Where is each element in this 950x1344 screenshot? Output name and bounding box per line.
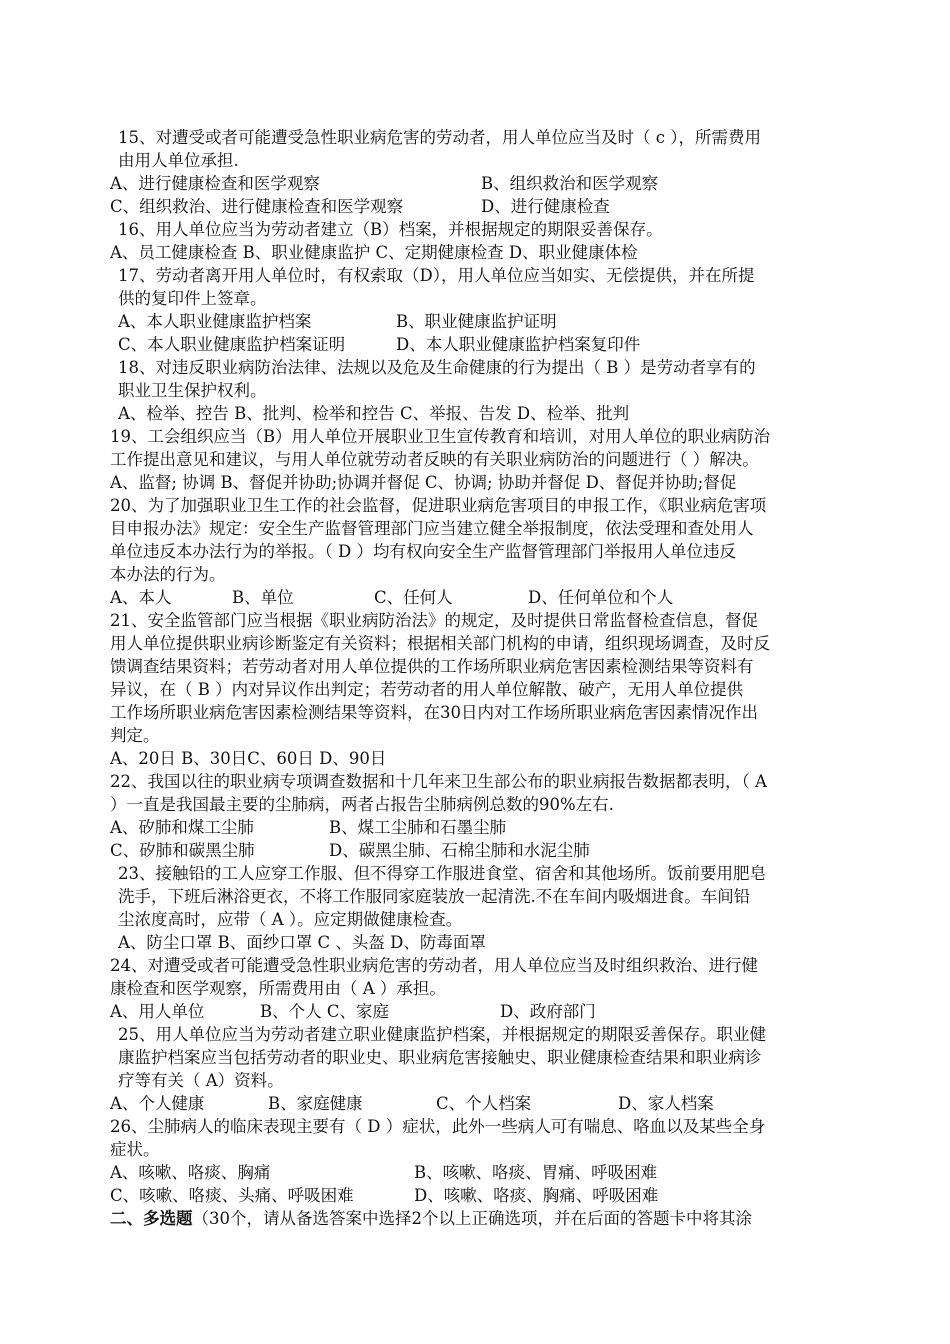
question-20-text: 20、为了加强职业卫生工作的社会监督，促进职业病危害项目的申报工作，《职业病危害项 — [110, 496, 767, 515]
question-19-text-cont: 工作提出意见和建议，与用人单位就劳动者反映的有关职业病防治的问题进行（ ）解决。 — [110, 450, 759, 469]
option-b: B、煤工尘肺和石墨尘肺 — [329, 818, 507, 837]
option-d: D、任何单位和个人 — [528, 588, 674, 607]
question-25-options — [110, 1092, 884, 1116]
question-22-text-cont: ）一直是我国最主要的尘肺病，两者占报告尘肺病例总数的90%左右. — [110, 795, 614, 814]
question-26-options — [110, 1161, 884, 1185]
question-19-text: 19、工会组织应当（B）用人单位开展职业卫生宣传教育和培训，对用人单位的职业病防治 — [110, 427, 771, 446]
question-18-text-cont: 职业卫生保护权利。 — [118, 381, 267, 400]
question-15-text: 15、对遭受或者可能遭受急性职业病危害的劳动者，用人单位应当及时（ c ），所需费用 — [118, 128, 761, 147]
option-d: D、碳黑尘肺、石棉尘肺和水泥尘肺 — [329, 841, 590, 860]
question-22-options — [110, 816, 884, 840]
question-26-text: 26、尘肺病人的临床表现主要有（ D ）症状，此外一些病人可有喘息、咯血以及某些全身 — [110, 1117, 766, 1136]
question-21-text-cont-2: 馈调查结果资料；若劳动者对用人单位提供的工作场所职业病危害因素检测结果等资料有 — [110, 657, 754, 676]
option-b: B、单位 — [232, 588, 294, 607]
question-16-options: A、员工健康检查 B、职业健康监护 C、定期健康检查 D、职业健康体检 — [110, 243, 638, 262]
question-21-text-cont: 用人单位提供职业病诊断鉴定有关资料；根据相关部门机构的申请，组织现场调查，及时反 — [110, 634, 770, 653]
option-d: D、家人档案 — [618, 1094, 714, 1113]
question-24-text-cont: 康检查和医学观察，所需费用由（ A ）承担。 — [110, 979, 446, 998]
question-26-options-2 — [110, 1184, 884, 1208]
option-d: D、进行健康检查 — [481, 197, 610, 216]
option-c: C、矽肺和碳黑尘肺 — [110, 841, 255, 860]
question-17-options-2 — [118, 333, 884, 357]
question-21-text-cont-4: 工作场所职业病危害因素检测结果等资料，在30日内对工作场所职业病危害因素情况作出 — [110, 703, 758, 722]
question-26-text-cont: 症状。 — [110, 1140, 160, 1159]
question-17-text-cont: 供的复印件上签章。 — [118, 289, 267, 308]
option-c: C、本人职业健康监护档案证明 — [118, 335, 346, 354]
section-title: 二、多选题 — [110, 1209, 193, 1228]
question-23-text-cont: 洗手，下班后淋浴更衣，不将工作服同家庭装放一起清洗.不在车间内吸烟进食。车间铅 — [118, 887, 751, 906]
question-20-options — [110, 586, 884, 610]
option-c: C、任何人 — [374, 588, 453, 607]
option-b: B、家庭健康 — [268, 1094, 363, 1113]
option-c: C、组织救治、进行健康检查和医学观察 — [110, 197, 404, 216]
question-20-text-cont: 目申报办法》规定：安全生产监督管理部门应当建立健全举报制度，依法受理和查处用人 — [110, 519, 754, 538]
option-a: A、个人健康 — [110, 1094, 205, 1113]
question-18-text: 18、对违反职业病防治法律、法规以及危及生命健康的行为提出（ B ）是劳动者享有的 — [118, 358, 756, 377]
question-25-text-cont-2: 疗等有关（ A）资料。 — [118, 1071, 284, 1090]
question-22-text: 22、我国以往的职业病专项调查数据和十几年来卫生部公布的职业病报告数据都表明，（ A — [110, 772, 767, 791]
question-23-text: 23、接触铅的工人应穿工作服、但不得穿工作服进食堂、宿舍和其他场所。饭前要用肥皂 — [118, 864, 766, 883]
option-a: A、本人职业健康监护档案 — [118, 312, 312, 331]
option-b: B、职业健康监护证明 — [396, 312, 557, 331]
question-21-text-cont-3: 异议，在（ B ）内对异议作出判定；若劳动者的用人单位解散、破产，无用人单位提供 — [110, 680, 744, 699]
question-17-text: 17、劳动者离开用人单位时，有权索取（D），用人单位应当如实、无偿提供，并在所提 — [118, 266, 755, 285]
question-15-options — [110, 172, 884, 196]
question-21-options: A、20日 B、30日C、60日 D、90日 — [110, 749, 387, 768]
question-21-text-cont-5: 判定。 — [110, 726, 160, 745]
question-15-text-cont: 由用人单位承担. — [118, 151, 239, 170]
question-24-options — [110, 1000, 884, 1024]
option-a: A、本人 — [110, 588, 172, 607]
question-23-text-cont-2: 尘浓度高时，应带（ A ）。应定期做健康检查。 — [118, 910, 463, 929]
question-23-options: A、防尘口罩 B、面纱口罩 C 、头盔 D、防毒面罩 — [118, 933, 486, 952]
question-16-text: 16、用人单位应当为劳动者建立（B）档案，并根据规定的期限妥善保存。 — [118, 220, 663, 239]
option-d: D、咳嗽、咯痰、胸痛、呼吸困难 — [414, 1186, 659, 1205]
option-c: C、咳嗽、咯痰、头痛、呼吸困难 — [110, 1186, 354, 1205]
option-b-c: B、个人 C、家庭 — [260, 1002, 389, 1021]
question-20-text-cont-3: 本办法的行为。 — [110, 565, 226, 584]
option-a: A、用人单位 — [110, 1002, 205, 1021]
question-25-text-cont: 康监护档案应当包括劳动者的职业史、职业病危害接触史、职业健康检查结果和职业病诊 — [118, 1048, 762, 1067]
option-b: B、咳嗽、咯痰、胃痛、呼吸困难 — [414, 1163, 658, 1182]
question-18-options: A、检举、控告 B、批判、检举和控告 C、举报、告发 D、检举、批判 — [118, 404, 630, 423]
option-d: D、本人职业健康监护档案复印件 — [396, 335, 641, 354]
option-d: D、政府部门 — [500, 1002, 596, 1021]
question-15-options-2 — [110, 195, 884, 219]
option-a: A、矽肺和煤工尘肺 — [110, 818, 254, 837]
question-22-options-2 — [110, 839, 884, 863]
question-25-text: 25、用人单位应当为劳动者建立职业健康监护档案，并根据规定的期限妥善保存。职业健 — [118, 1025, 766, 1044]
option-c: C、个人档案 — [436, 1094, 532, 1113]
section-instructions: （30个，请从备选答案中选择2个以上正确选项，并在后面的答题卡中将其涂 — [192, 1209, 752, 1228]
option-a: A、咳嗽、咯痰、胸痛 — [110, 1163, 271, 1182]
question-24-text: 24、对遭受或者可能遭受急性职业病危害的劳动者，用人单位应当及时组织救治、进行健 — [110, 956, 758, 975]
question-21-text: 21、安全监管部门应当根据《职业病防治法》的规定，及时提供日常监督检查信息，督促 — [110, 611, 758, 630]
question-17-options — [118, 310, 884, 334]
section-heading — [110, 1207, 884, 1231]
question-20-text-cont-2: 单位违反本办法行为的举报。（ D ）均有权向安全生产监督管理部门举报用人单位违反 — [110, 542, 736, 561]
question-19-options: A、监督; 协调 B、督促并协助;协调并督促 C、协调; 协助并督促 D、督促并协助;督促 — [110, 473, 737, 492]
option-a: A、进行健康检查和医学观察 — [110, 174, 320, 193]
option-b: B、组织救治和医学观察 — [481, 174, 659, 193]
